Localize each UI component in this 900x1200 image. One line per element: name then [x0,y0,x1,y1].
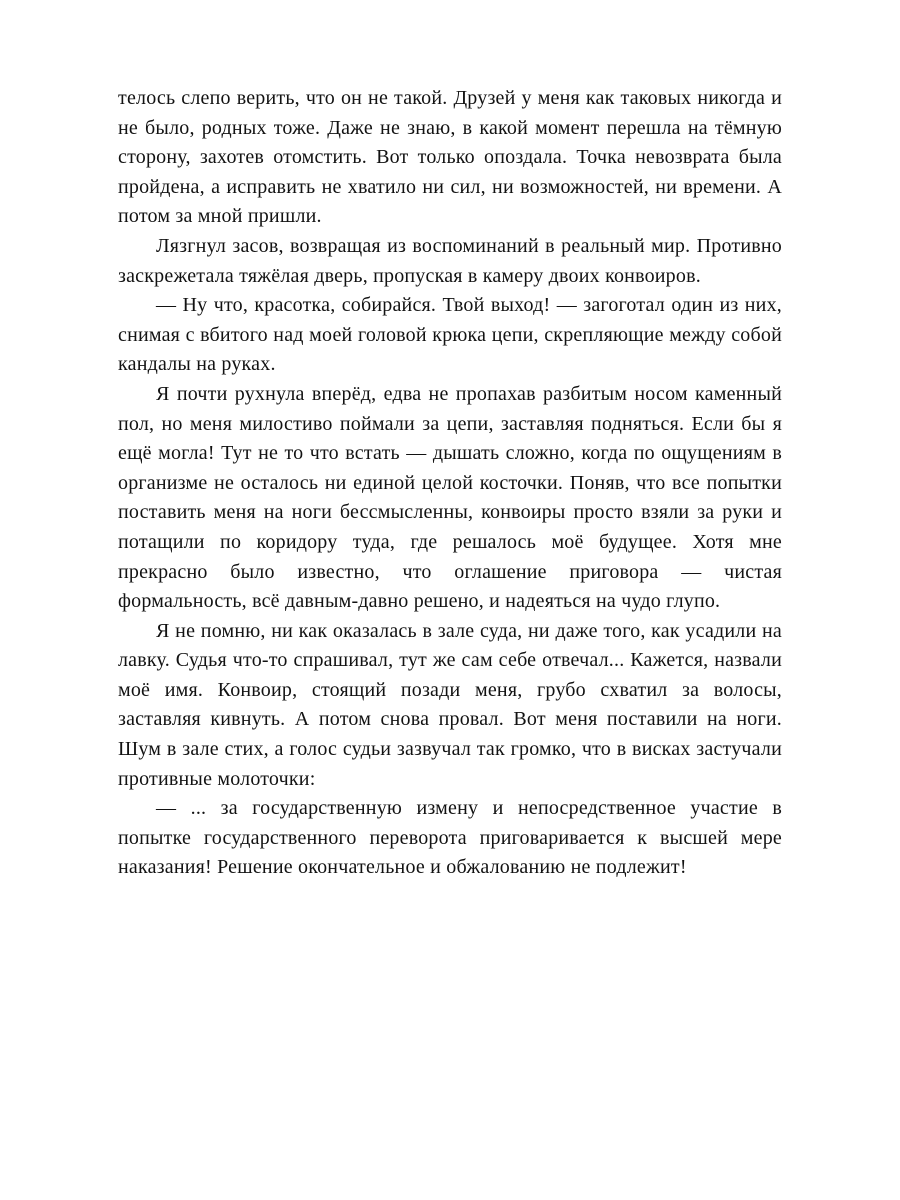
paragraph: Я не помню, ни как оказалась в зале суда, ни даже того, как усадили на лавку. Судья что-то спрашивал, тут же сам себе отвечал... Кажется, назвали моё имя. Конвоир, стоящий позади меня, грубо схватил за волосы, заставляя кивнуть. А потом снова провал. Вот меня поставили на ноги. Шум в зале стих, а голос судьи зазвучал так громко, что в висках застучали противные молоточки: [118,619,782,790]
paragraph-dialogue: — Ну что, красотка, собирайся. Твой выход! — загоготал один из них, снимая с вбитого над моей головой крюка цепи, скрепляющие между собой кандалы на руках. [118,294,782,376]
paragraph-dialogue: — ... за государственную измену и непосредственное участие в попытке государственного переворота приговаривается к высшей мере наказания! Решение окончательное и обжалованию не подлежит! [118,797,782,879]
book-text-block [118,84,782,883]
paragraph: телось слепо верить, что он не такой. Друзей у меня как таковых никогда и не было, родных тоже. Даже не знаю, в какой момент перешла на тёмную сторону, захотев отомстить. Вот только опоздала. Точка невозврата была пройдена, а исправить не хватило ни сил, ни возможностей, ни времени. А потом за мной пришли. [118,87,782,228]
paragraph: Я почти рухнула вперёд, едва не пропахав разбитым носом каменный пол, но меня милостиво поймали за цепи, заставляя подняться. Если бы я ещё могла! Тут не то что встать — дышать сложно, когда по ощущениям в организме не осталось ни единой целой косточки. Поняв, что все попытки поставить меня на ноги бессмысленны, конвоиры просто взяли за руки и потащили по коридору туда, где решалось моё будущее. Хотя мне прекрасно было известно, что оглашение приговора — чистая формальность, всё давным-давно решено, и надеяться на чудо глупо. [118,382,782,613]
paragraph: Лязгнул засов, возвращая из воспоминаний в реальный мир. Противно заскрежетала тяжёлая дверь, пропуская в камеру двоих конвоиров. [118,234,782,287]
